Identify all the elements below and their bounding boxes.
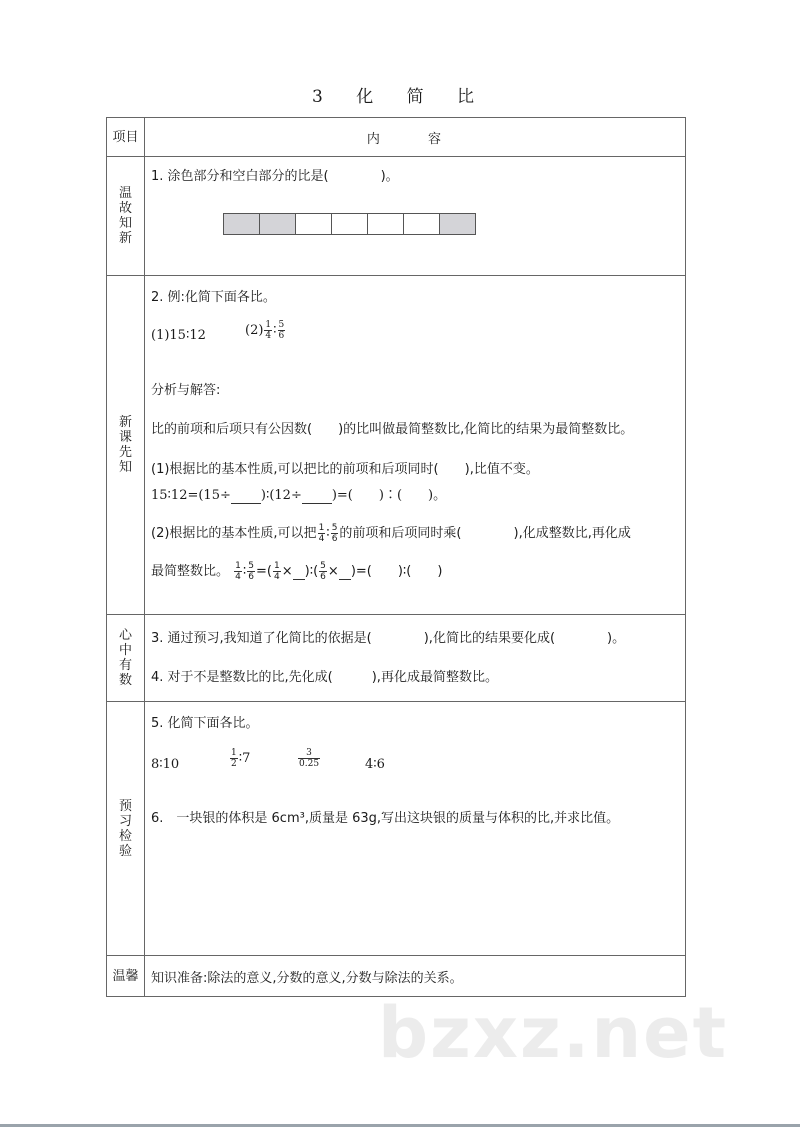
denominator: 4 — [265, 331, 272, 341]
numerator: 5 — [248, 561, 255, 571]
question-6: 6. 一块银的体积是 6cm³,质量是 63g,写出这块银的质量与体积的比,并求比值。 — [151, 811, 620, 826]
numerator: 1 — [265, 320, 272, 330]
numerator: 1 — [235, 561, 241, 571]
check-label: 预习检验 — [118, 798, 132, 859]
bar-cell — [404, 214, 440, 234]
calculation-1 — [151, 484, 446, 504]
colon: ∶ — [242, 564, 247, 579]
ratio-3 — [297, 748, 321, 769]
fraction — [331, 523, 339, 544]
analysis-heading: 分析与解答: — [151, 383, 221, 398]
bottom-rule — [0, 1124, 800, 1127]
tip-content — [145, 956, 686, 997]
colon: ∶ — [273, 323, 277, 338]
ratio-1: 8∶10 — [151, 757, 180, 772]
tip-row — [107, 956, 686, 997]
ratio-4: 4∶6 — [365, 757, 385, 772]
check-row — [107, 702, 686, 956]
numerator: 5 — [331, 523, 338, 533]
review-row — [107, 157, 686, 276]
text-part: 的前项和后项同时乘( ),化成整数比,再化成 — [339, 526, 631, 541]
fraction — [273, 561, 281, 582]
tip-label-cell — [107, 956, 145, 997]
header-item-cell — [107, 118, 145, 157]
numerator: 5 — [320, 561, 326, 571]
text-part: (2)根据比的基本性质,可以把 — [151, 526, 317, 541]
new-label-cell — [107, 276, 145, 615]
fraction — [230, 748, 238, 769]
question-4: 4. 对于不是整数比的比,先化成( ),再化成最简整数比。 — [151, 670, 498, 685]
bar-cell — [368, 214, 404, 234]
question-1: 1. 涂色部分和空白部分的比是( )。 — [151, 169, 399, 184]
times: × — [281, 564, 293, 579]
denominator: 6 — [248, 572, 255, 582]
question-2: 2. 例:化简下面各比。 — [151, 290, 276, 305]
example-1: (1)15∶12 — [151, 328, 206, 343]
fraction — [318, 523, 326, 544]
review-label: 温故知新 — [118, 186, 132, 246]
property-1: (1)根据比的基本性质,可以把比的前项和后项同时( ),比值不变。 — [151, 462, 539, 477]
numerator: 3 — [298, 748, 320, 759]
fraction — [247, 561, 255, 582]
blank — [293, 564, 305, 580]
definition-text: 比的前项和后项只有公因数( )的比叫做最简整数比,化简比的结果为最简整数比。 — [151, 422, 634, 437]
calc-part: )∶(12÷ — [260, 488, 302, 503]
numerator: 1 — [274, 561, 280, 571]
denominator: 4 — [274, 572, 280, 582]
denominator: 6 — [320, 572, 326, 582]
mind-content — [145, 615, 686, 702]
new-lesson-row — [107, 276, 686, 615]
colon: ∶ — [326, 526, 330, 541]
bar-cell — [260, 214, 296, 234]
calc-part: 15∶12=(15÷ — [151, 488, 231, 503]
property-2 — [151, 522, 631, 544]
calc-part: )∶( — [304, 564, 319, 579]
bar-cell — [296, 214, 332, 234]
tip-text: 知识准备:除法的意义,分数的意义,分数与除法的关系。 — [151, 971, 463, 986]
check-content — [145, 702, 686, 956]
mind-label: 心中有数 — [118, 628, 132, 688]
tip-label: 温馨 — [112, 968, 139, 984]
question-3: 3. 通过预习,我知道了化简比的依据是( ),化简比的结果要化成( )。 — [151, 631, 626, 646]
new-label: 新课先知 — [118, 415, 132, 475]
bar-cell — [224, 214, 260, 234]
bar-cell — [440, 214, 475, 234]
denominator: 2 — [231, 759, 237, 769]
denominator: 6 — [278, 331, 285, 341]
watermark: bzxz.net — [378, 992, 729, 1074]
blank — [231, 488, 261, 504]
check-label-cell — [107, 702, 145, 956]
lesson-table — [106, 117, 686, 997]
mind-label-cell — [107, 615, 145, 702]
denominator: 0.25 — [299, 759, 320, 769]
ratio-bar — [223, 213, 476, 235]
new-lesson-content — [145, 276, 686, 615]
page-title: 3 化 简 比 — [311, 87, 489, 107]
numerator: 1 — [318, 523, 325, 533]
ratio-rest: ∶7 — [238, 751, 251, 766]
fraction — [319, 561, 327, 582]
review-label-cell — [107, 157, 145, 276]
ratio-2 — [229, 748, 250, 769]
calc-part: )=( )∶( )。 — [331, 488, 447, 503]
numerator: 1 — [231, 748, 237, 758]
bar-cell — [332, 214, 368, 234]
blank — [302, 488, 332, 504]
review-content — [145, 157, 686, 276]
equals: = — [256, 564, 267, 579]
calculation-2 — [151, 560, 442, 582]
blank — [339, 564, 351, 580]
calc-part: )=( )∶( ) — [350, 564, 443, 579]
denominator: 4 — [235, 572, 241, 582]
fraction — [264, 320, 272, 341]
denominator: 6 — [331, 534, 338, 544]
question-5: 5. 化简下面各比。 — [151, 716, 259, 731]
text-part: 最简整数比。 — [151, 564, 230, 579]
paren: ( — [266, 564, 272, 579]
mind-row — [107, 615, 686, 702]
denominator: 4 — [318, 534, 325, 544]
numerator: 5 — [278, 320, 285, 330]
example-2 — [245, 320, 286, 341]
header-content: 内 容 — [145, 118, 686, 157]
fraction — [298, 748, 320, 769]
example-2-prefix: (2) — [245, 323, 264, 338]
times: × — [327, 564, 339, 579]
fraction — [278, 320, 286, 341]
header-item: 项目 — [112, 129, 139, 145]
header-row — [107, 118, 686, 157]
fraction — [234, 561, 242, 582]
